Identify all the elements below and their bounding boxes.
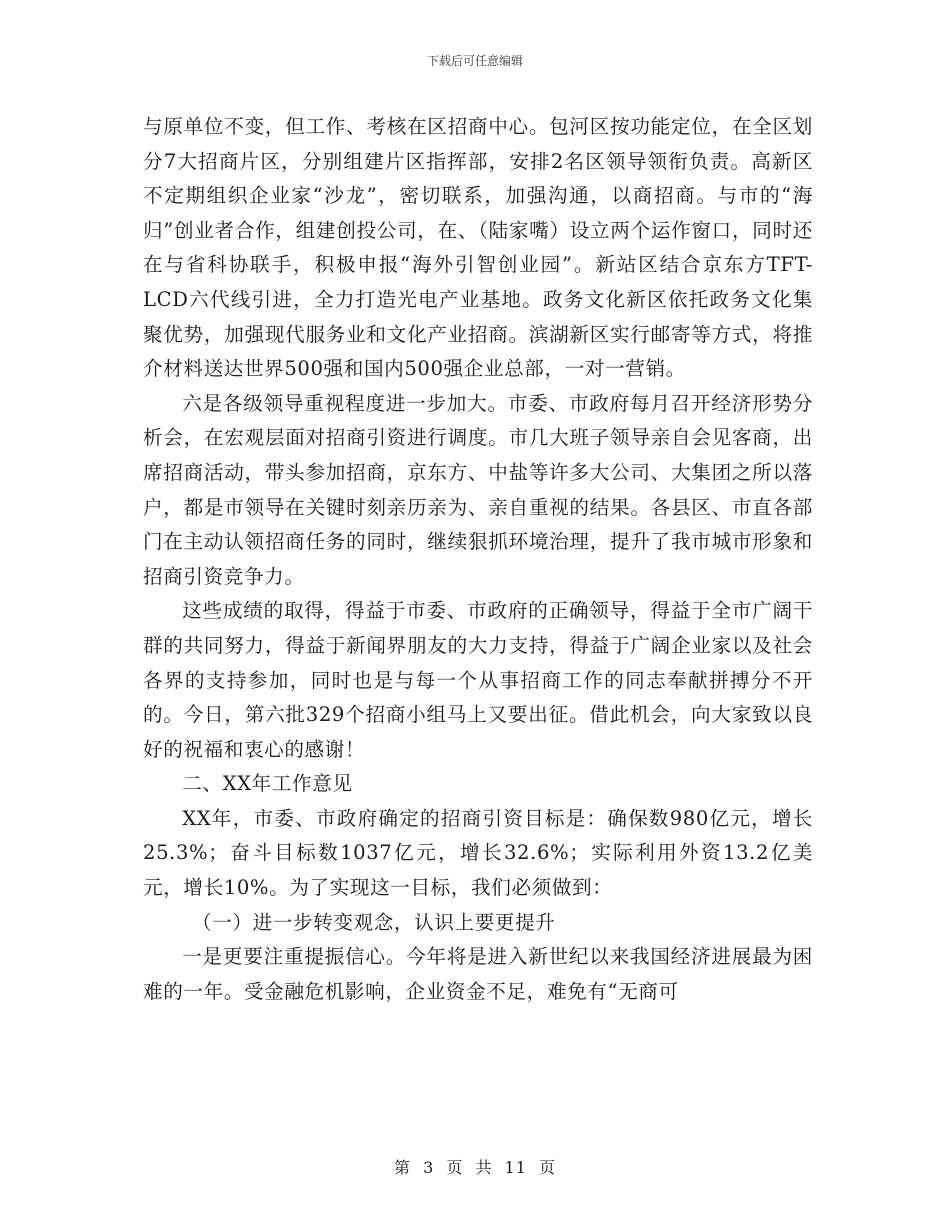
page-number: 第 3 页 共 11 页	[394, 1158, 556, 1177]
document-body	[143, 110, 813, 1009]
subsection-heading: （一）进一步转变观念，认识上要更提升	[192, 910, 556, 934]
paragraph-continuation: 与原单位不变，但工作、考核在区招商中心。包河区按功能定位，在全区划分7大招商片区，分别组建片区指挥部，安排2名区领导领衔负责。高新区不定期组织企业家“沙龙”，密切联系，加强沟通，以商招商。与市的“海归”创业者合作，组建创投公司，在、（陆家嘴）设立两个运作窗口，同时还在与省科协联手，积极申报“海外引智创业园”。新站区结合京东方TFT-LCD六代线引进，全力打造光电产业基地。政务文化新区依托政务文化集聚优势，加强现代服务业和文化产业招商。滨湖新区实行邮寄等方式，将推介材料送达世界500强和国内500强企业总部，一对一营销。	[143, 115, 813, 381]
paragraph-achievements: 这些成绩的取得，得益于市委、市政府的正确领导，得益于全市广阔干群的共同努力，得益于新闻界朋友的大力支持，得益于广阔企业家以及社会各界的支持参加，同时也是与每一个从事招商工作的同志奉献拼搏分不开的。今日，第六批329个招商小组马上又要出征。借此机会，向大家致以良好的祝福和衷心的感谢！	[143, 599, 813, 761]
section-heading: 二、XX年工作意见	[182, 772, 353, 796]
paragraph-confidence: 一是更要注重提振信心。今年将是进入新世纪以来我国经济进展最为困难的一年。受金融危机影响，企业资金不足，难免有“无商可	[143, 945, 813, 1003]
paragraph-targets: XX年，市委、市政府确定的招商引资目标是：确保数980亿元，增长25.3%；奋斗目标数1037亿元，增长32.6%；实际利用外资13.2亿美元，增长10%。为了实现这一目标，我们必须做到：	[143, 806, 813, 900]
paragraph-leadership: 六是各级领导重视程度进一步加大。市委、市政府每月召开经济形势分析会，在宏观层面对招商引资进行调度。市几大班子领导亲自会见客商，出席招商活动，带头参加招商，京东方、中盐等许多大公司、大集团之所以落户，都是市领导在关键时刻亲历亲为、亲自重视的结果。各县区、市直各部门在主动认领招商任务的同时，继续狠抓环境治理，提升了我市城市形象和招商引资竞争力。	[143, 391, 813, 588]
page-header: 下载后可任意编辑	[426, 54, 523, 68]
